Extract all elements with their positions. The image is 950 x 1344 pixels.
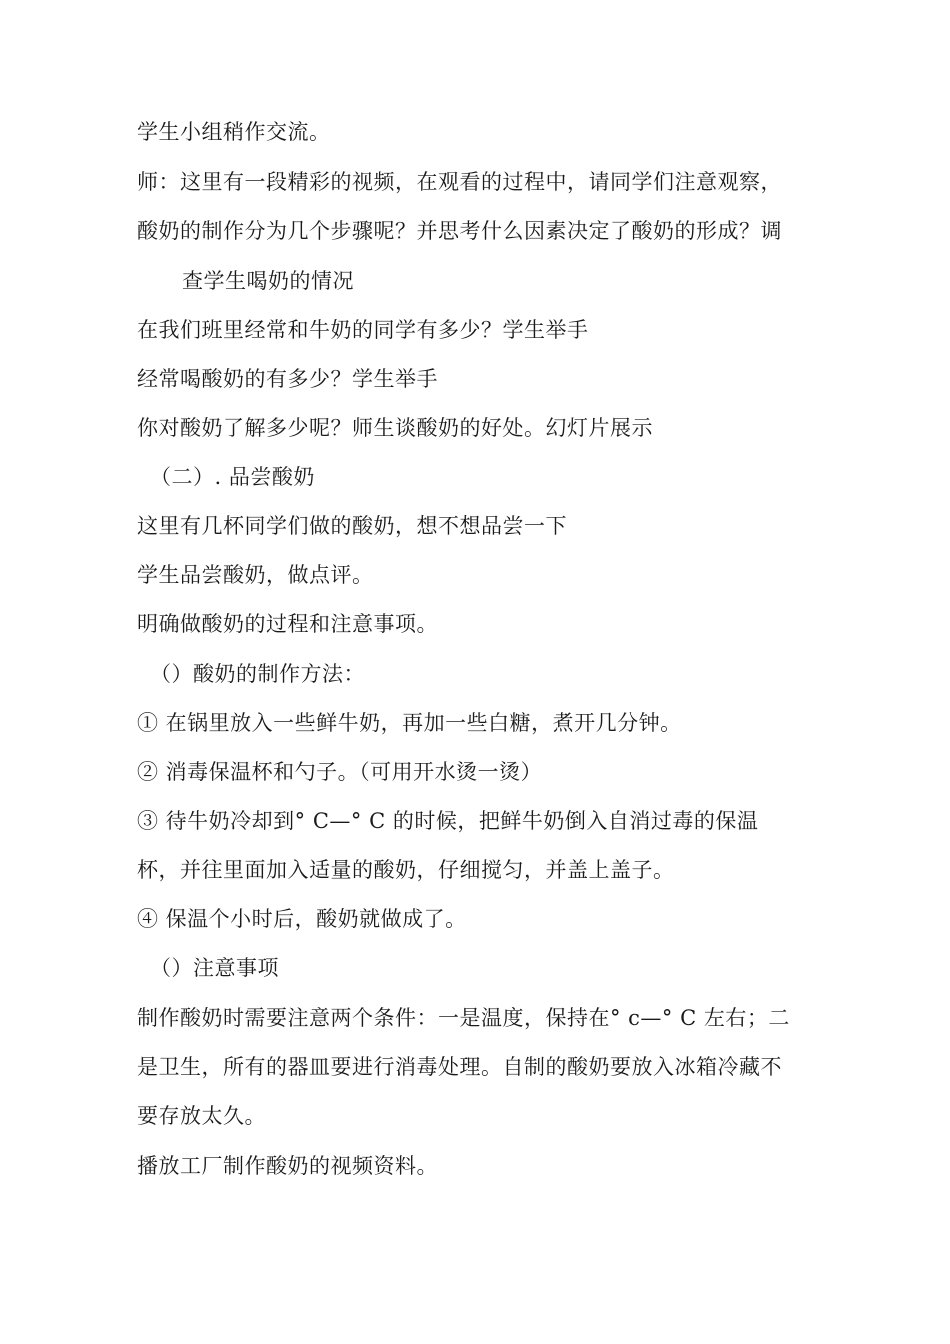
section-heading: （）酸奶的制作方法：	[150, 662, 365, 686]
paragraph-line: 这里有几杯同学们做的酸奶，想不想品尝一下	[137, 514, 567, 538]
paragraph-line: 播放工厂制作酸奶的视频资料。	[137, 1154, 438, 1178]
paragraph-line: 在我们班里经常和牛奶的同学有多少？学生举手	[137, 318, 589, 342]
list-item: ③ 待牛奶冷却到° C—° C 的时候，把鲜牛奶倒入自消过毒的保温	[137, 809, 759, 833]
section-heading: （二）. 品尝酸奶	[150, 465, 315, 489]
paragraph-line: 杯，并往里面加入适量的酸奶，仔细搅匀，并盖上盖子。	[137, 858, 675, 882]
section-heading: （）注意事项	[150, 956, 279, 980]
paragraph-line: 查学生喝奶的情况	[182, 269, 354, 293]
paragraph-line: 制作酸奶时需要注意两个条件：一是温度，保持在° c—° C 左右；二	[137, 1006, 790, 1030]
paragraph-line: 你对酸奶了解多少呢？师生谈酸奶的好处。幻灯片展示	[137, 416, 653, 440]
paragraph-line: 明确做酸奶的过程和注意事项。	[137, 612, 438, 636]
paragraph-line: 学生小组稍作交流。	[137, 120, 331, 144]
list-item: ② 消毒保温杯和勺子。（可用开水烫一烫）	[137, 760, 543, 784]
paragraph-line: 经常喝酸奶的有多少？学生举手	[137, 367, 438, 391]
list-item: ④ 保温个小时后，酸奶就做成了。	[137, 907, 467, 931]
paragraph-line: 学生品尝酸奶，做点评。	[137, 563, 374, 587]
paragraph-line: 要存放太久。	[137, 1104, 266, 1128]
paragraph-line: 酸奶的制作分为几个步骤呢？并思考什么因素决定了酸奶的形成？调	[137, 219, 782, 243]
paragraph-line: 师：这里有一段精彩的视频，在观看的过程中，请同学们注意观察，	[137, 170, 782, 194]
paragraph-line: 是卫生，所有的器皿要进行消毒处理。自制的酸奶要放入冰箱冷藏不	[137, 1055, 782, 1079]
list-item: ① 在锅里放入一些鲜牛奶，再加一些白糖，煮开几分钟。	[137, 711, 682, 735]
